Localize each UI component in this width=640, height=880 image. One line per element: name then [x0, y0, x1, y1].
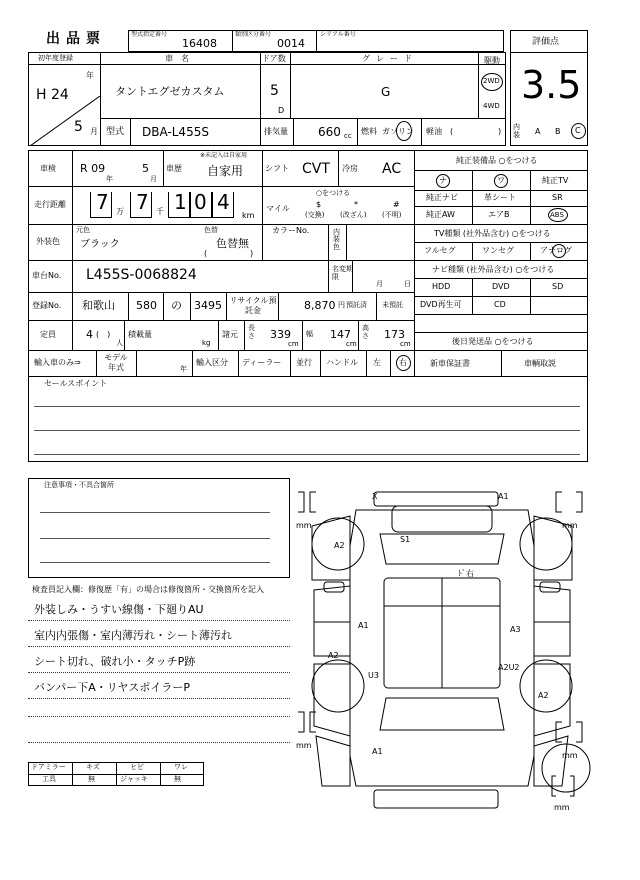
- mileage-mark-label: ○をつける: [316, 189, 351, 197]
- fuel-paren-close: ): [498, 127, 502, 136]
- inspection-label: 車検: [40, 164, 56, 173]
- height-value: 173: [384, 328, 405, 341]
- model-cert-value: 16408: [182, 37, 217, 50]
- model-year-label: モデル年式: [104, 353, 128, 372]
- model-type-value: DBA-L455S: [142, 125, 209, 139]
- table-header: ヒビ: [130, 763, 144, 771]
- note-line: バンパー下A・リヤスポイラーP: [34, 681, 190, 694]
- later-label: 後日発送品 ○をつける: [452, 337, 534, 346]
- first-reg-era: H 24: [36, 87, 69, 103]
- import-label: 輸入車のみ⇒: [34, 358, 81, 367]
- doors-d: D: [278, 106, 285, 115]
- mileage-man-unit: 万: [116, 207, 124, 216]
- first-reg-diagonal: [30, 96, 100, 146]
- navi-item: DVD再生可: [420, 300, 462, 309]
- diagram-label: A1: [498, 492, 509, 501]
- note-line: 外装しみ・うすい線傷・下廻りAU: [34, 603, 204, 616]
- interior-c: C: [575, 126, 581, 135]
- inspection-month: 5: [142, 162, 149, 175]
- name-change-month: 月: [376, 280, 383, 288]
- diagram-label: A1: [372, 747, 383, 756]
- diagram-label: A3: [510, 625, 521, 634]
- page-title: 出品票: [46, 31, 106, 47]
- mileage-unknown: (不明): [382, 211, 402, 219]
- diagram-label: ﾄﾞ右: [458, 569, 474, 578]
- diagram-label: A2: [328, 651, 339, 660]
- dims-label: 諸元: [222, 330, 238, 339]
- equip-item: 純正TV: [542, 176, 569, 185]
- mileage-exchange-symbol: $: [316, 200, 322, 209]
- equip-item: ワ: [497, 176, 505, 185]
- reg-class: 580: [136, 299, 157, 312]
- recycle-label: リサイクル預託金: [229, 296, 277, 315]
- later-item: 新車保証書: [430, 359, 470, 368]
- name-change-label: 名変期限: [332, 265, 353, 282]
- interior-color-label: 内装色: [333, 228, 340, 251]
- color-change-paren-close: ): [250, 249, 254, 258]
- mileage-tamper: (改ざん): [340, 211, 367, 219]
- recycle-unit: 円: [338, 301, 345, 309]
- drive-label: 駆動: [484, 56, 500, 65]
- load-label: 積載量: [128, 330, 152, 339]
- displacement-value: 660: [318, 125, 341, 139]
- caution-label: 注意事項・不具合箇所: [44, 481, 114, 489]
- parallel-option: 並行: [296, 358, 312, 367]
- name-change-day: 日: [404, 280, 411, 288]
- mileage-digit: 0: [194, 190, 207, 214]
- table-header: キズ: [86, 763, 100, 771]
- color-no-label: カラーNo.: [272, 226, 310, 235]
- reg-number: 3495: [194, 299, 222, 312]
- first-reg-label: 初年度登録: [38, 54, 73, 62]
- interior-a: A: [535, 127, 541, 136]
- navi-item: SD: [552, 282, 564, 291]
- genuine-label: 純正装備品 ○をつける: [456, 156, 538, 165]
- tv-item: フルセグ: [424, 246, 456, 255]
- mileage-tamper-symbol: *: [354, 200, 358, 209]
- diagram-label: X: [372, 492, 378, 501]
- car-name-label: 車 名: [165, 54, 189, 63]
- caution-box: [28, 478, 290, 578]
- capacity-paren: ( ): [96, 330, 111, 339]
- tv-label: TV種類 (社外品含む) ○をつける: [434, 229, 551, 238]
- chassis-label: 車台No.: [32, 271, 62, 280]
- grade-label: グレード: [362, 54, 418, 63]
- tv-item: アナログ: [540, 246, 572, 255]
- drive-2wd: 2WD: [483, 77, 500, 85]
- equip-item: 革シート: [484, 193, 516, 202]
- later-item: 車輌取説: [524, 359, 556, 368]
- equip-item: SR: [552, 193, 563, 202]
- color-change-value: 色替無: [216, 237, 249, 250]
- length-unit: cm: [288, 340, 299, 348]
- width-label: 幅: [306, 330, 313, 338]
- ac-value: AC: [382, 161, 402, 177]
- navi-item: DVD: [492, 282, 510, 291]
- chassis-value: L455S-0068824: [86, 267, 197, 283]
- reg-label: 登録No.: [32, 301, 62, 310]
- capacity-label: 定員: [40, 330, 56, 339]
- navi-item: CD: [494, 300, 506, 309]
- grade-value: G: [381, 85, 391, 99]
- equipment-panel: [414, 150, 588, 376]
- mm-label: mm: [296, 741, 312, 750]
- fuel-diesel: 軽油: [426, 127, 442, 136]
- handle-left: 左: [373, 358, 381, 367]
- equip-item: 純正ナビ: [426, 193, 458, 202]
- mileage-digit: 1: [174, 190, 187, 214]
- fuel-paren-open: (: [450, 127, 454, 136]
- mm-label: mm: [562, 751, 578, 760]
- mileage-label: 走行距離: [34, 200, 66, 209]
- original-color-value: ブラック: [80, 239, 120, 250]
- tv-item: ワンセグ: [482, 246, 514, 255]
- usage-note: ※未記入は自家用: [200, 152, 248, 159]
- length-label: 長さ: [248, 324, 255, 340]
- note-line: シート切れ、破れ小・タッチP跡: [34, 655, 196, 668]
- table-cell: ジャッキ: [120, 775, 148, 783]
- mileage-exchange: (交換): [305, 211, 325, 219]
- width-unit: cm: [346, 340, 357, 348]
- diagram-label: A2: [538, 691, 549, 700]
- table-cell: 無: [88, 775, 95, 783]
- mileage-unit: km: [242, 211, 255, 220]
- usage-value: 自家用: [207, 164, 244, 178]
- diagram-label: U3: [368, 671, 379, 680]
- fuel-label: 燃料: [361, 127, 377, 136]
- ac-label: 冷房: [342, 164, 358, 173]
- fuel-gasoline: ガソリン: [382, 127, 414, 136]
- equip-item: 純正AW: [426, 210, 455, 219]
- table-cell: 工具: [42, 775, 56, 783]
- usage-label: 車歴: [166, 164, 182, 173]
- interior-b: B: [555, 127, 561, 136]
- mm-label: mm: [554, 803, 570, 812]
- interior-label: 内装: [513, 123, 520, 139]
- shift-label: シフト: [265, 164, 289, 173]
- serial-label: シリアル番号: [320, 31, 356, 38]
- diagram-label: A1: [358, 621, 369, 630]
- model-year-unit: 年: [180, 365, 187, 373]
- table-cell: 無: [174, 775, 181, 783]
- score-value: 3.5: [521, 63, 582, 107]
- capacity-value: 4: [86, 328, 93, 341]
- dealer-option: ディーラー: [242, 358, 282, 367]
- class-num-label: 類別区分番号: [235, 31, 272, 38]
- mm-label: mm: [562, 521, 578, 530]
- inspector-note: 検査員記入欄：修復歴「有」の場合は修復箇所・交換箇所を記入: [32, 585, 264, 594]
- doors-value: 5: [270, 83, 279, 99]
- exterior-label: 外装色: [36, 237, 60, 246]
- color-change-label: 色替: [204, 226, 218, 234]
- mileage-digit: 4: [217, 190, 230, 214]
- first-reg-month-unit: 月: [90, 127, 98, 136]
- mm-label: mm: [296, 521, 312, 530]
- model-cert-label: 型式指定番号: [131, 31, 168, 38]
- car-damage-diagram: [292, 486, 592, 816]
- sales-point-label: セールスポイント: [44, 379, 108, 388]
- recycle-value: 8,870: [304, 299, 336, 312]
- length-value: 339: [270, 328, 291, 341]
- mileage-digit: 7: [96, 190, 109, 214]
- recycle-status: 預託済: [346, 301, 367, 309]
- diagram-label: A2U2: [498, 663, 520, 672]
- table-header: ドアミラー: [31, 763, 66, 771]
- first-reg-year-unit: 年: [86, 71, 94, 80]
- capacity-unit: 人: [116, 339, 123, 347]
- car-name-value: タントエグゼカスタム: [115, 85, 225, 98]
- color-change-paren-open: (: [204, 249, 208, 258]
- drive-4wd: 4WD: [483, 102, 500, 110]
- navi-type-label: ナビ種類 (社外品含む) ○をつける: [432, 265, 555, 274]
- displacement-unit: cc: [344, 132, 352, 140]
- note-line: 室内内張傷・室内薄汚れ・シート薄汚れ: [34, 629, 232, 642]
- recycle-not: 未預託: [382, 301, 403, 309]
- shift-value: CVT: [302, 161, 330, 177]
- inspection-year-unit: 年: [106, 175, 113, 183]
- score-label: 評価点: [532, 37, 560, 47]
- displacement-label: 排気量: [264, 127, 288, 136]
- load-unit: kg: [202, 339, 211, 347]
- height-label: 高さ: [362, 324, 369, 340]
- handle-label: ハンドル: [326, 358, 358, 367]
- diagram-label: S1: [400, 535, 411, 544]
- navi-item: HDD: [432, 282, 451, 291]
- class-num-value: 0014: [277, 37, 305, 50]
- model-type-label: 型式: [106, 127, 125, 137]
- import-class-label: 輸入区分: [196, 358, 228, 367]
- equip-item: エアB: [488, 210, 510, 219]
- mileage-unknown-symbol: #: [393, 200, 400, 209]
- diagram-label: A2: [334, 541, 345, 550]
- mileage-mile: マイル: [266, 204, 290, 213]
- reg-area: 和歌山: [82, 299, 115, 312]
- handle-right: 右: [399, 358, 407, 367]
- equip-item: ABS: [550, 211, 564, 219]
- inspection-month-unit: 月: [150, 175, 157, 183]
- mileage-digit: 7: [136, 190, 149, 214]
- mileage-sen-unit: 千: [156, 207, 164, 216]
- table-header: ワレ: [174, 763, 188, 771]
- equip-item: ナ: [439, 176, 447, 185]
- reg-kana: の: [171, 299, 182, 312]
- fuel-gasoline-circle: [396, 121, 412, 141]
- inspection-era: R 09: [80, 162, 106, 175]
- first-reg-month: 5: [74, 119, 83, 135]
- width-value: 147: [330, 328, 351, 341]
- height-unit: cm: [400, 340, 411, 348]
- doors-label: ドア数: [262, 54, 286, 63]
- original-color-label: 元色: [76, 226, 90, 234]
